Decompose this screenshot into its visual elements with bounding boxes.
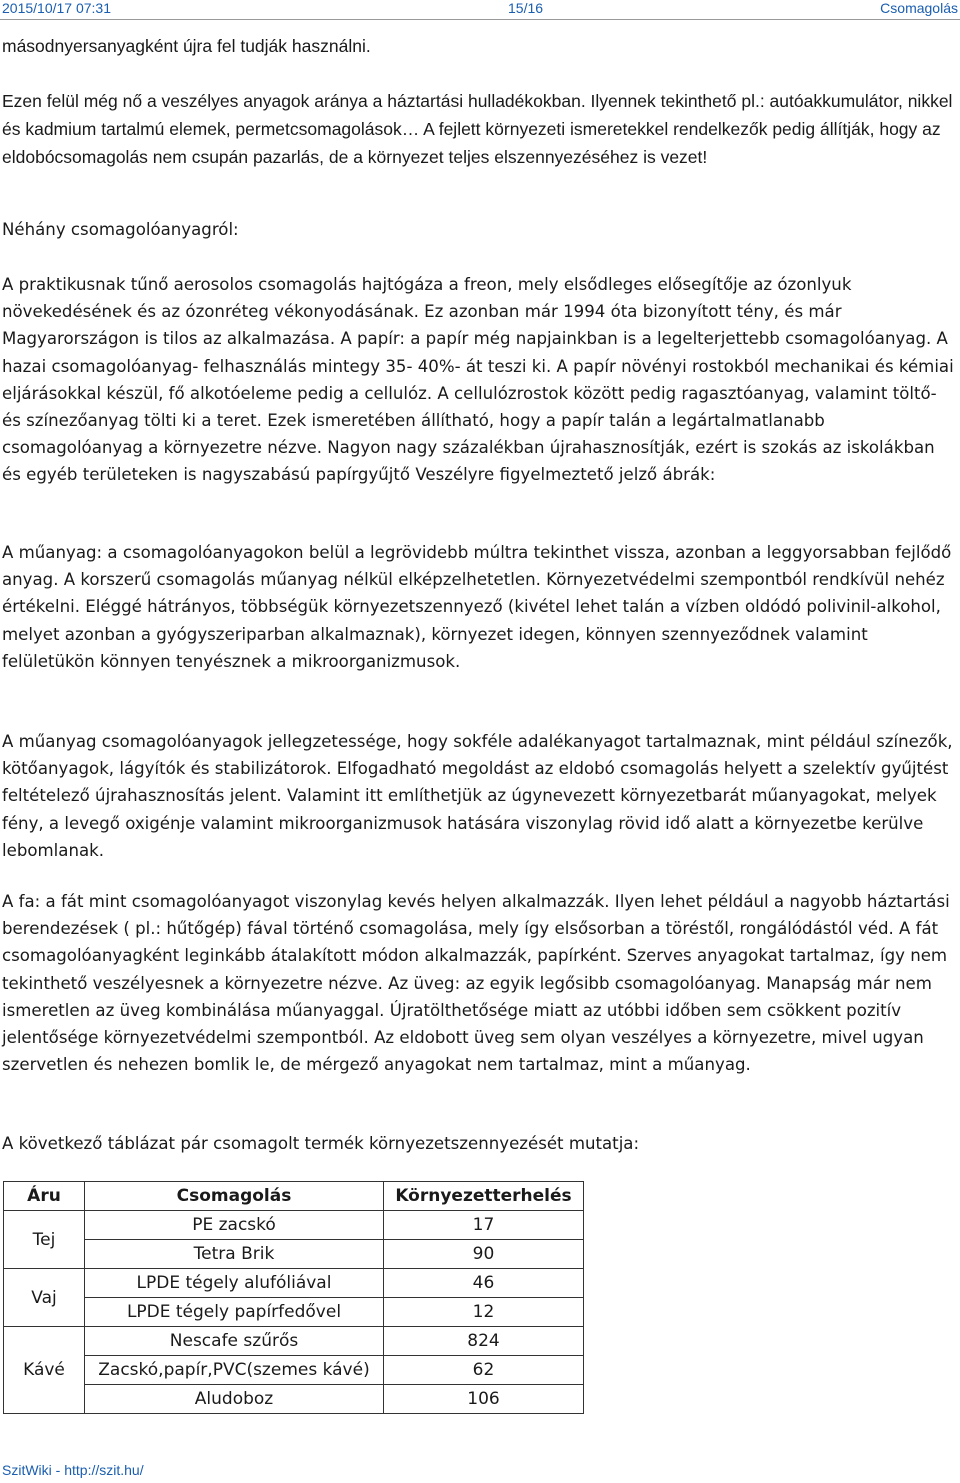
header-datetime: 2015/10/17 07:31 [2,0,111,16]
paragraph-aerosol-paper: A praktikusnak tűnő aerosolos csomagolás hajtógáza a freon, mely elsődleges elősegítője az ózonlyuk növekedésének és az ózonréteg vékonyodásának. Ez azonban már 1994 óta bizonyított tény, és már Magyarországon is tilos az alkalmazása. A papír: a papír még napjainkban is a legelterjettebb csomagolóanyag. A hazai csomagolóanyag- felhasználás mintegy 35- 40%- át teszi ki. A papír növényi rostokból mechanikai és kémiai eljárásokkal készül, fő alkotóeleme pedig a cellulóz. A cellulózrostok között pedig ragasztóanyag, valamint töltő- és színezőanyag tölti ki a teret. Ezek ismeretében állítható, hogy a papír talán a legártalmatlanabb csomagolóanyag a környezetre nézve. Nagyon nagy százalékban újrahasznosítják, ezért is szokás az iskolákban és egyéb területeken is nagyszabású papírgyűjtő Veszélyre figyelmeztető jelző ábrák: [2,275,954,485]
table-header-row [4,1182,584,1211]
packaging-cell: LPDE tégely alufóliával [85,1269,384,1298]
pollution-cell: 46 [384,1269,584,1298]
header-divider [0,19,960,20]
pollution-table [3,1181,584,1414]
table-row [4,1211,584,1240]
paragraph-table-intro: A következő táblázat pár csomagolt termék környezetszennyezését mutatja: [2,1134,640,1153]
table-row [4,1385,584,1414]
pollution-cell: 12 [384,1298,584,1327]
table-row [4,1298,584,1327]
header-pollution: Környezetterhelés [384,1182,584,1211]
packaging-cell: Aludoboz [85,1385,384,1414]
paragraph-intro: másodnyersanyagként újra fel tudják használni. [2,36,371,56]
table-row [4,1269,584,1298]
table-row [4,1240,584,1269]
packaging-cell: Tetra Brik [85,1240,384,1269]
paragraph-wood-glass: A fa: a fát mint csomagolóanyagot viszonylag kevés helyen alkalmazzák. Ilyen lehet például a nagyobb háztartási berendezések ( pl.: hűtőgép) fával történő csomagolása, mely így elsősorban a töréstől, rongálódástól véd. A fát csomagolóanyagként leginkább átalakított módon alkalmazzák, papírként. Szerves anyagokat tartalmaz, így nem tekinthető veszélyesnek a környezetre nézve. Az üveg: az egyik legősibb csomagolóanyag. Manapság már nem ismeretlen az üveg kombinálása műanyaggal. Újratölthetősége miatt az utóbbi időben sem csökkent pozitív jelentősége környezetvédelmi szempontból. Az eldobott üveg sem olyan veszélyes a környezetre, mivel ugyan szervetlen és nehezen bomlik le, de mérgező anyagokat nem tartalmaz, mint a műanyag. [2,892,950,1075]
header-title: Csomagolás [880,0,958,16]
packaging-cell: Zacskó,papír,PVC(szemes kávé) [85,1356,384,1385]
header-product: Áru [4,1182,85,1211]
pollution-cell: 17 [384,1211,584,1240]
header-page-number: 15/16 [508,0,544,16]
table-row [4,1327,584,1356]
packaging-cell: Nescafe szűrős [85,1327,384,1356]
paragraph-plastic: A műanyag: a csomagolóanyagokon belül a legrövidebb múltra tekinthet vissza, azonban a leggyorsabban fejlődő anyag. A korszerű csomagolás műanyag nélkül elképzelhetetlen. Környezetvédelmi szempontból rendkívül nehéz értékelni. Eléggé hátrányos, többségük környezetszennyező (kivétel lehet talán a vízben oldódó polivinil-alkohol, melyet azonban a gyógyszeriparban alkalmaznak), környezet idegen, könnyen szennyeződnek valamint felületükön könnyen tenyésznek a mikroorganizmusok. [2,543,952,671]
product-cell: Kávé [4,1327,85,1414]
pollution-cell: 62 [384,1356,584,1385]
pollution-cell: 106 [384,1385,584,1414]
packaging-cell: PE zacskó [85,1211,384,1240]
pollution-cell: 824 [384,1327,584,1356]
table-row [4,1356,584,1385]
pollution-cell: 90 [384,1240,584,1269]
paragraph-hazardous-waste: Ezen felül még nő a veszélyes anyagok aránya a háztartási hulladékokban. Ilyennek tekinthető pl.: autóakkumulátor, nikkel és kadmium tartalmú elemek, permetcsomagolások… A fejlett környezeti ismeretekkel rendelkezők pedig állítják, hogy az eldobócsomagolás nem csupán pazarlás, de a környezet teljes elszennyezéséhez is vezet! [2,91,953,167]
paragraph-plastic-additives: A műanyag csomagolóanyagok jellegzetessége, hogy sokféle adalékanyagot tartalmaznak, mint például színezők, kötőanyagok, lágyítók és stabilizátorok. Elfogadható megoldást az eldobó csomagolás helyett a szelektív gyűjtést feltételező újrahasznosítás jelent. Valamint itt említhetjük az úgynevezett környezetbarát műanyagokat, melyek fény, a levegő oxigénje valamint mikroorganizmusok hatására viszonylag rövid idő alatt a környezetbe kerülve lebomlanak. [2,732,953,860]
page-header [0,0,960,22]
product-cell: Vaj [4,1269,85,1327]
header-packaging: Csomagolás [85,1182,384,1211]
section-heading-materials: Néhány csomagolóanyagról: [2,220,239,239]
product-cell: Tej [4,1211,85,1269]
footer-link[interactable]: SzitWiki - http://szit.hu/ [2,1462,144,1478]
packaging-cell: LPDE tégely papírfedővel [85,1298,384,1327]
